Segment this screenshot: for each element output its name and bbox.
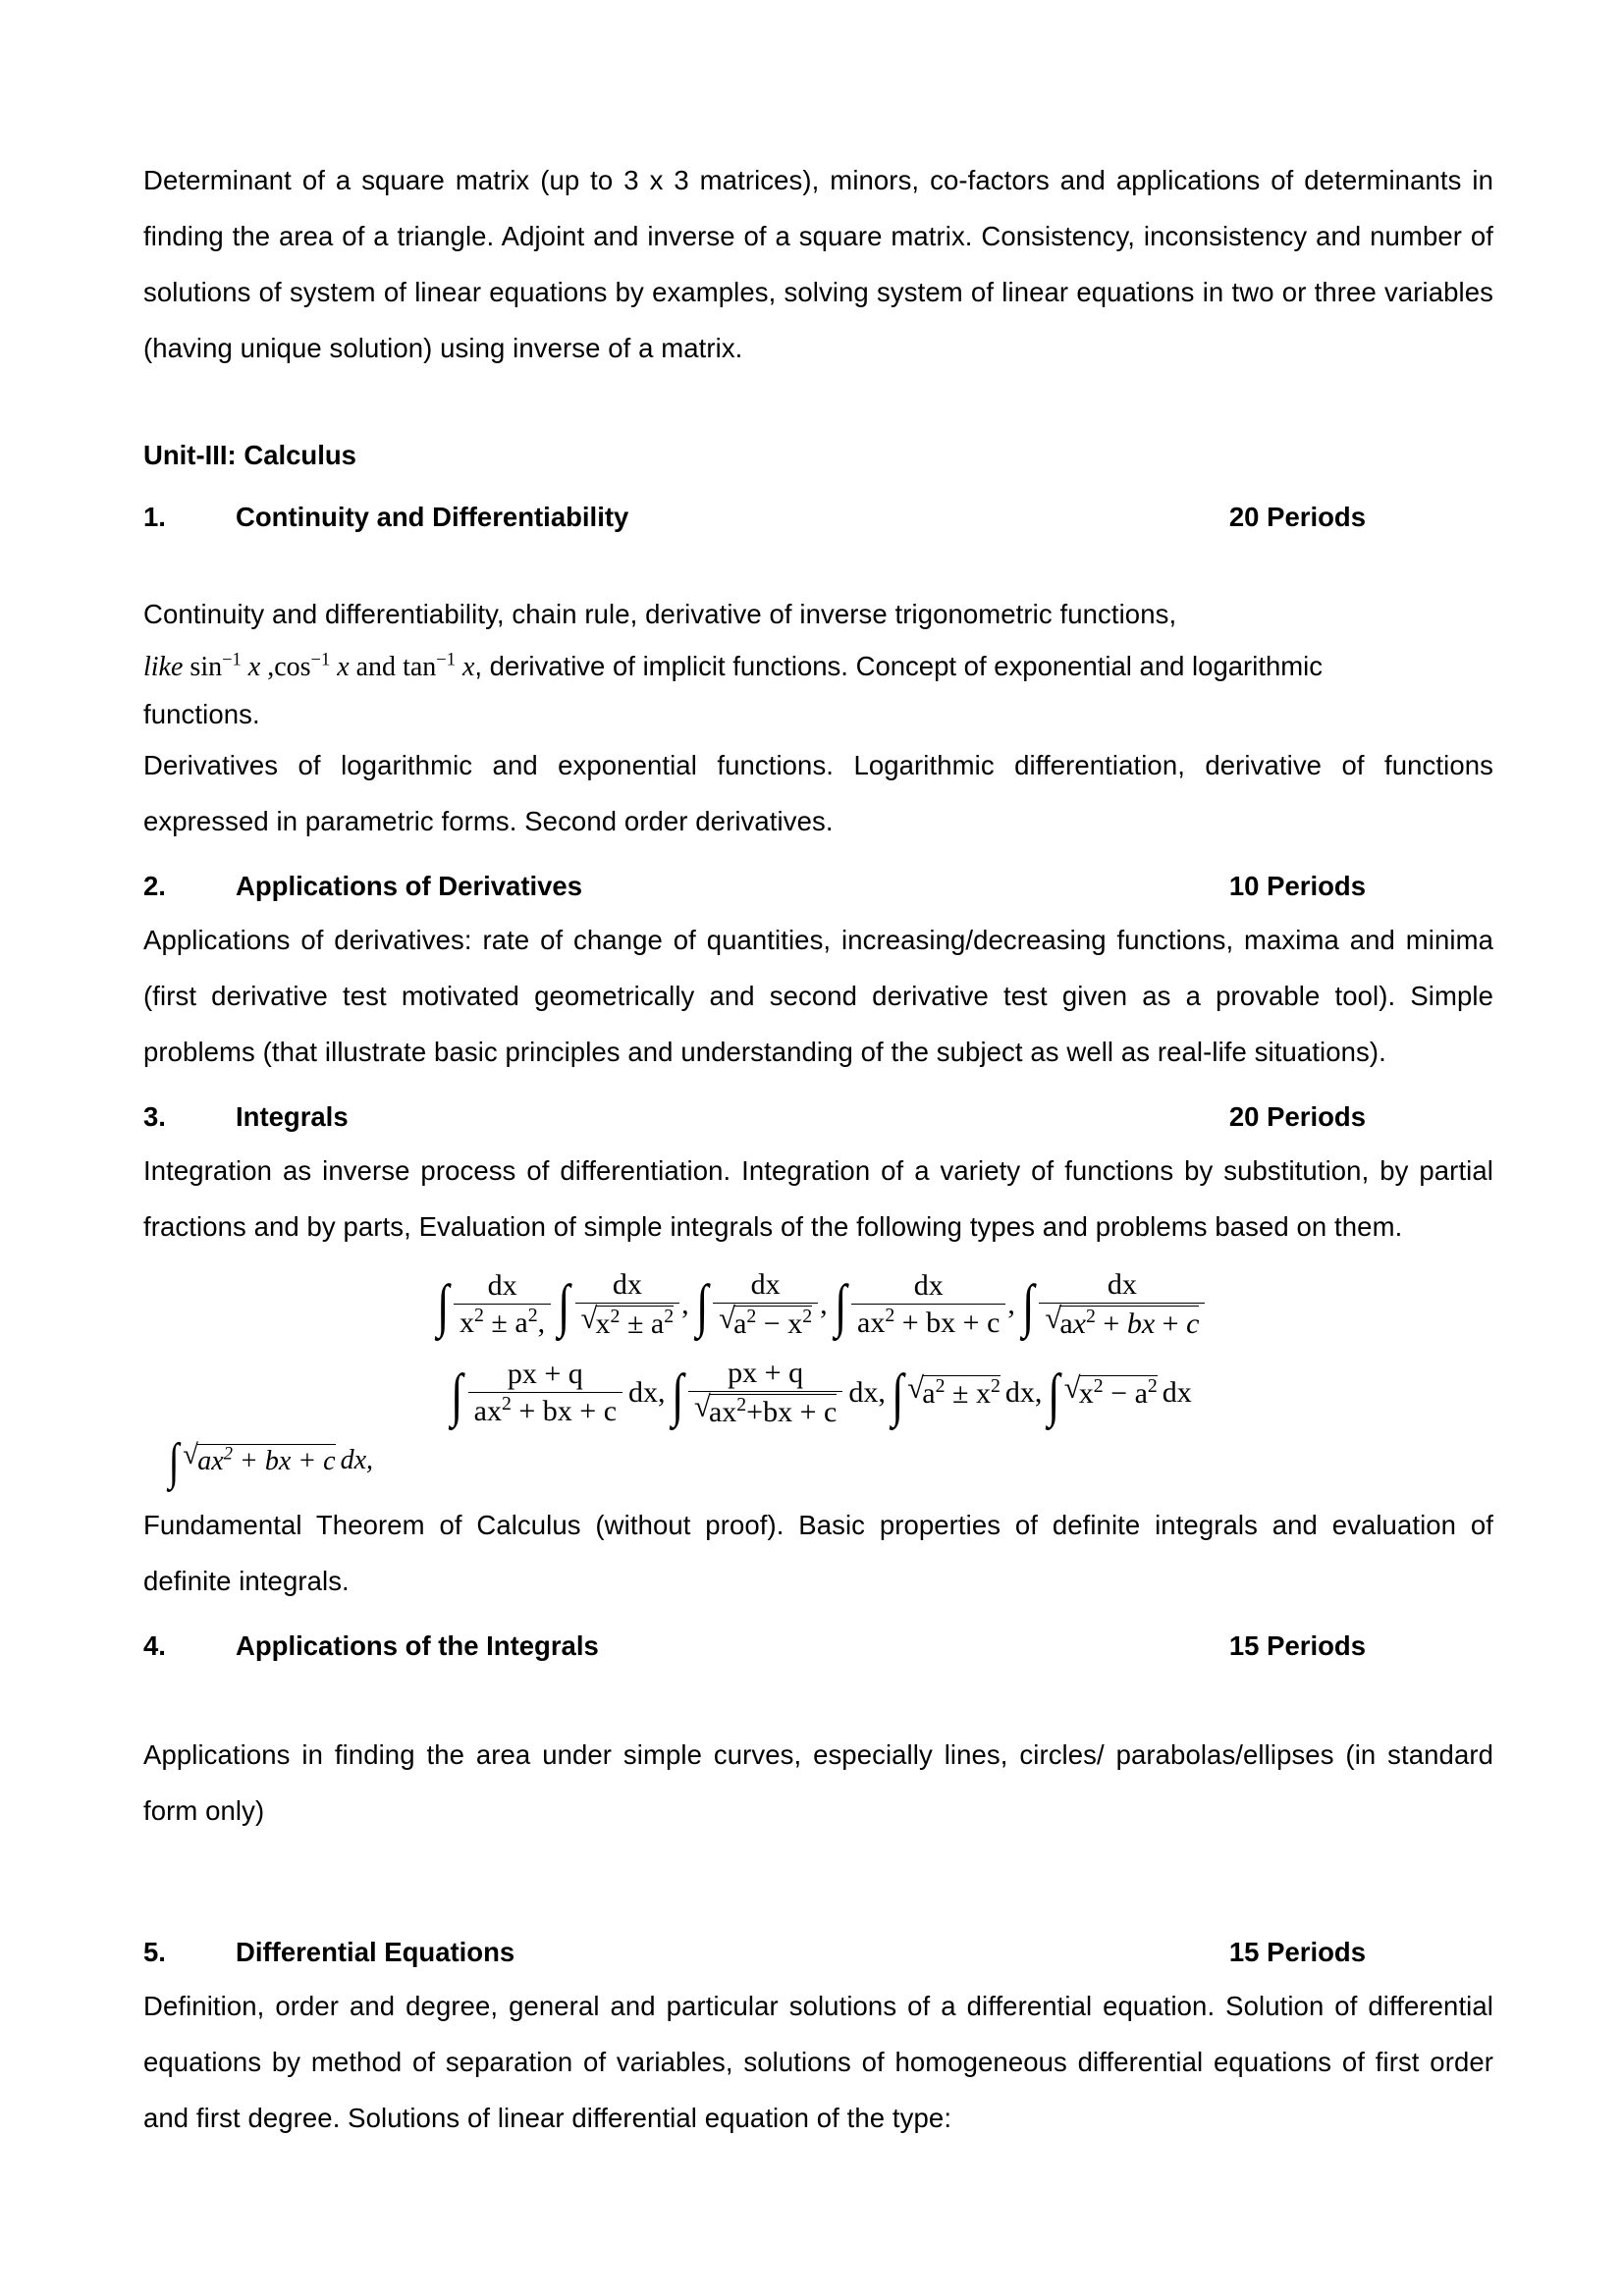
unit-heading: Unit-III: Calculus (143, 440, 356, 470)
formula-f7 (688, 1357, 842, 1429)
math-comma-1: , (267, 652, 275, 682)
section-title: Differential Equations (236, 1937, 515, 1968)
numerator: px + q (507, 1358, 583, 1391)
formula-dx-tail: dx, (340, 1444, 374, 1475)
integral-sign-icon: ∫ (1021, 1273, 1035, 1339)
integral-sign-icon: ∫ (451, 1362, 463, 1427)
formula-row-2 (143, 1357, 1493, 1429)
math-var-x-1: x (247, 652, 261, 682)
math-tan: tan (403, 652, 437, 682)
formula-f10: √ $ax^2$ + bx + c (183, 1440, 336, 1477)
paragraph-integrals-intro: Integration as inverse process of differentiation. Integration of a variety of functions by substitution, by partial fractions and by parts, Evaluation of simple integrals of the following types and problems based on them. (143, 1155, 1493, 1242)
section-periods: 20 Periods (1228, 502, 1366, 532)
formula-f1 (454, 1269, 551, 1340)
integral-sign-icon: ∫ (558, 1273, 570, 1339)
numerator: dx (1107, 1268, 1137, 1301)
paragraph-differential-equations: Definition, order and degree, general and particular solutions of a differential equation. Solution of differential equations by method of separation of variables, solutions of homogeneous differential equations of first order and first degree. Solutions of linear differential equation of the type: (143, 1991, 1493, 2134)
numerator: dx (750, 1268, 781, 1301)
formula-f5 (1039, 1268, 1205, 1341)
section-periods: 10 Periods (1228, 871, 1366, 901)
math-trailing-sentence: , derivative of implicit functions. Concept of exponential and logarithmic (474, 651, 1324, 681)
formula-separator: , (681, 1288, 689, 1321)
section-periods: 15 Periods (1228, 1937, 1366, 1968)
section-number: 4. (143, 1630, 166, 1662)
paragraph-applications-derivatives: Applications of derivatives: rate of change of quantities, increasing/decreasing functions, maxima and minima (first derivative test motivated geometrically and second derivative test given as a provable tool). Simple problems (that illustrate basic principles and understanding of the subject as well as real-life situations). (143, 925, 1493, 1067)
paragraph-determinants: Determinant of a square matrix (up to 3 x 3 matrices), minors, co-factors and applications of determinants in finding the area of a triangle. Adjoint and inverse of a square matrix. Consistency, inconsistency and number of solutions of system of linear equations by examples, solving system of linear equations in two or three variables (having unique solution) using inverse of a matrix. (143, 165, 1493, 363)
section-heading-applications-integrals (143, 1621, 1493, 1672)
formula-separator: , (820, 1288, 828, 1321)
math-var-x-2: x (337, 652, 350, 682)
section-periods: 15 Periods (1228, 1630, 1366, 1662)
math-cos: cos (274, 652, 311, 682)
denominator: √ $a^2 - x^2$ (713, 1303, 818, 1342)
formula-dx-tail: dx (1162, 1376, 1192, 1410)
integral-sign-icon: ∫ (891, 1362, 904, 1427)
section-number: 2. (143, 871, 166, 901)
page-content (143, 152, 1493, 2146)
integral-sign-icon: ∫ (671, 1362, 683, 1427)
formula-f6 (468, 1358, 622, 1428)
math-tan-exponent: −1 (436, 649, 456, 669)
section-heading-continuity (143, 492, 1493, 543)
formula-separator: , (1007, 1288, 1015, 1321)
math-like-word: like (143, 652, 184, 682)
integral-sign-icon: ∫ (834, 1273, 846, 1339)
paragraph-fundamental-theorem: Fundamental Theorem of Calculus (without proof). Basic properties of definite integrals and evaluation of definite integrals. (143, 1510, 1493, 1597)
denominator: $ax^2$ + bx + c (468, 1392, 622, 1428)
integral-formula-block (143, 1268, 1493, 1490)
denominator: √ $ax^2+bx + c$ (688, 1391, 842, 1430)
section-title: Continuity and Differentiability (236, 502, 629, 532)
section-number: 1. (143, 502, 166, 532)
math-inline-inverse-trig (143, 642, 1493, 692)
formula-row-3 (143, 1433, 1493, 1490)
denominator: √ $ax^2$ + bx + c (1039, 1303, 1205, 1342)
section-heading-differential-equations (143, 1927, 1493, 1978)
paragraph-log-exp-derivatives: Derivatives of logarithmic and exponential functions. Logarithmic differentiation, derivative of functions expressed in parametric forms. Second order derivatives. (143, 750, 1493, 836)
formula-dx-tail: dx, (848, 1376, 886, 1410)
math-and-word: and (355, 652, 397, 682)
integral-sign-icon: ∫ (168, 1433, 180, 1490)
numerator: dx (612, 1268, 642, 1301)
section-title: Applications of Derivatives (236, 871, 583, 901)
formula-f2 (575, 1268, 680, 1341)
math-sin: sin (189, 652, 223, 682)
formula-dx-tail: dx, (1004, 1376, 1043, 1410)
section-heading-integrals (143, 1092, 1493, 1143)
section-number: 3. (143, 1101, 166, 1132)
section-number: 5. (143, 1937, 166, 1968)
math-var-x-3: x (461, 652, 475, 682)
numerator: dx (913, 1269, 944, 1303)
formula-row-1 (143, 1268, 1493, 1341)
denominator: √ $x^2 \pm a^2$ (575, 1303, 680, 1342)
numerator: px + q (728, 1357, 804, 1390)
formula-f3 (713, 1268, 818, 1341)
section-heading-applications-derivatives (143, 861, 1493, 912)
denominator: $x^2 \pm a^2$, (454, 1304, 551, 1340)
denominator: $ax^2$ + bx + c (851, 1304, 1005, 1340)
formula-f9: √ $x^2 - a^2$ (1063, 1371, 1158, 1411)
paragraph-functions-word: functions. (143, 699, 260, 729)
paragraph-applications-integrals: Applications in finding the area under simple curves, especially lines, circles/ parabolas/ellipses (in standard form only) (143, 1739, 1493, 1827)
math-sin-exponent: −1 (222, 649, 242, 669)
section-title: Applications of the Integrals (236, 1630, 599, 1662)
formula-f8: √ $a^2 \pm x^2$ (907, 1371, 1001, 1411)
integral-sign-icon: ∫ (695, 1273, 709, 1339)
integral-sign-icon: ∫ (436, 1273, 449, 1339)
numerator: dx (487, 1269, 517, 1303)
integral-sign-icon: ∫ (1048, 1362, 1060, 1427)
formula-dx-tail: dx, (628, 1376, 666, 1410)
formula-f4 (851, 1269, 1005, 1340)
paragraph-continuity-intro: Continuity and differentiability, chain rule, derivative of inverse trigonometric functions, (143, 599, 1177, 629)
math-cos-exponent: −1 (310, 649, 331, 669)
section-title: Integrals (236, 1101, 349, 1132)
section-periods: 20 Periods (1228, 1101, 1366, 1132)
